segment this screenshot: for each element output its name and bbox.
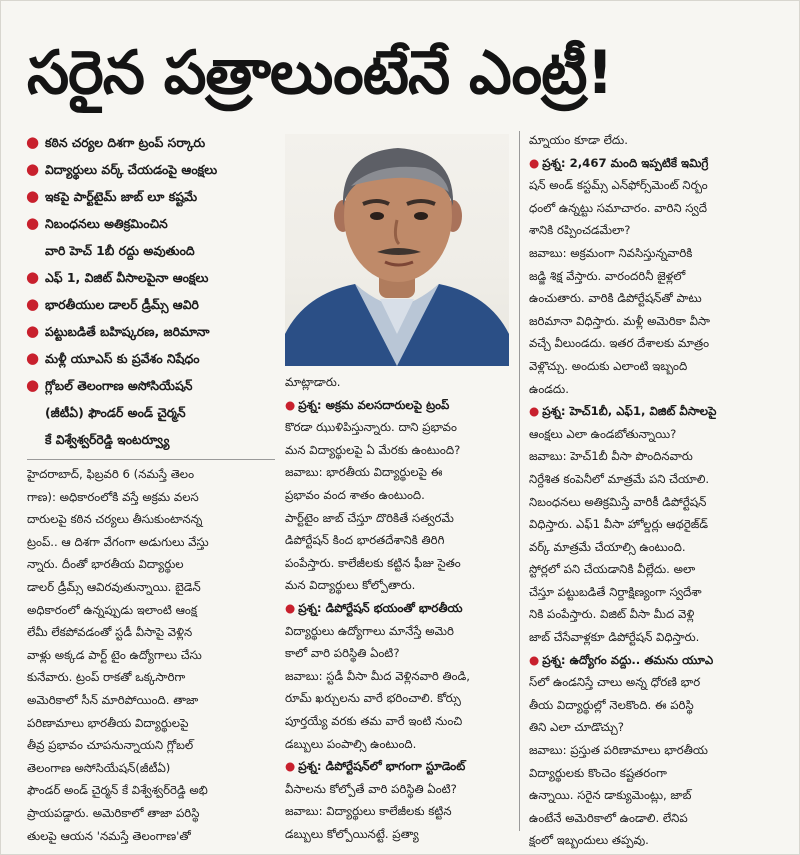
highlight-item: ● పట్టుబడితే బహిష్కరణ, జరిమానా	[23, 318, 275, 345]
bullet-dot-icon: ●	[26, 187, 40, 205]
portrait-illustration	[285, 134, 509, 366]
article-column-2	[285, 371, 511, 845]
bullet-dot-icon: ●	[26, 133, 40, 151]
question-line	[529, 400, 779, 423]
article-line: శానికి రప్పించడమేలా?	[529, 223, 631, 238]
highlight-item: ● భారతీయుల డాలర్ డ్రీమ్స్ ఆవిరి	[23, 291, 275, 318]
bullet-dot-icon: ●	[26, 295, 40, 313]
answer-line: జవాబు: స్టడీ వీసా మీద వెళ్లినవారి తిండి,	[285, 668, 470, 683]
highlight-item-continued: వారి హెచ్ 1బీ రద్దు అవుతుంది	[45, 243, 195, 258]
highlight-item-continued: కే విశ్వేశ్వర్‌రెడ్డి ఇంటర్వ్యూ	[45, 432, 170, 447]
highlight-item: ● విద్యార్థులు వర్క్ చేయడంపై ఆంక్షలు	[23, 156, 275, 183]
headline: సరైన పత్రాలుంటేనే ఎంట్రీ!	[27, 38, 613, 108]
answer-line: జవాబు: భారతీయ విద్యార్థులపై ఈ	[285, 465, 443, 480]
question-text: ప్రశ్న: 2,467 మంది ఇప్పటికే ఇమిగ్రే	[542, 155, 709, 170]
highlights-list	[23, 129, 275, 453]
question-text: ప్రశ్న: డిపోర్టేషన్‌లో భాగంగా స్టూడెంట్	[298, 759, 466, 774]
highlight-item: ● నిబంధనలు అతిక్రమించిన	[23, 210, 275, 237]
question-line	[285, 597, 511, 620]
article-line: కొరడా ఝుళిపిస్తున్నారు. దాని ప్రభావం	[285, 420, 457, 435]
article-line: స్‌లో ఉండనిస్తే చాలు అన్న ధోరణి భార	[529, 675, 701, 690]
article-line: వాళ్లు అక్కడ పార్ట్ టైం ఉద్యోగాలు చేసు	[27, 647, 202, 662]
article-line: మ్నాయం కూడా లేదు.	[529, 133, 628, 147]
article-line: న్నారు. దీంతో భారతీయ విద్యార్థుల	[27, 557, 184, 572]
article-column-1	[27, 463, 277, 847]
question-text: ప్రశ్న: ఉద్యోగం వద్దు.. తమను యూఎ	[542, 652, 714, 667]
answer-line: జవాబు: హెచ్1బీ వీసా పొందినవారు	[529, 449, 693, 464]
bullet-dot-icon: ●	[26, 268, 40, 286]
question-line	[285, 394, 511, 417]
highlight-item: ● కఠిన చర్యల దిశగా ట్రంప్ సర్కారు	[23, 129, 275, 156]
question-bullet-icon: ●	[529, 652, 540, 667]
highlight-item: ● గ్లోబల్ తెలంగాణ అసోసియేషన్	[23, 372, 275, 399]
article-line: ఉంటేనే అమెరికాలో ఉండాలి. లేనిప	[529, 810, 688, 825]
article-line: పంపేస్తారు. కాలేజీలకు కట్టిన ఫీజు సైతం	[285, 555, 461, 570]
question-bullet-icon: ●	[285, 600, 296, 615]
article-line: మాట్లాడారు.	[285, 375, 341, 389]
article-line: ట్రంప్.. ఆ దిశగా వేగంగా అడుగులు వేస్తు	[27, 534, 209, 549]
question-line	[529, 152, 779, 175]
article-line: తీవ్ర ప్రభావం చూపనున్నాయని గ్లోబల్	[27, 738, 194, 753]
article-line: ఫౌండర్ అండ్ చైర్మన్ కే విశ్వేశ్వర్‌రెడ్డి అభి	[27, 783, 208, 798]
article-line: ఉన్నాయి. సరైన డాక్యుమెంట్లు, జాబ్	[529, 788, 692, 803]
bullet-dot-icon: ●	[26, 214, 40, 232]
article-line: షన్ అండ్ కస్టమ్స్ ఎన్‌ఫోర్స్‌మెంట్ నిర్బం	[529, 178, 708, 193]
article-line: వచ్చే వీలుండదు. ఇతర దేశాలకు మాత్రం	[529, 336, 710, 351]
article-line: కాలో వారి పరిస్థితి ఏంటి?	[285, 646, 400, 661]
article-line: నిబంధనలు అతిక్రమిస్తే వారికీ డిపోర్టేషన్	[529, 494, 707, 509]
article-line: పార్ట్‌టైం జాబ్ చేస్తూ దొరికితే సత్వరమే	[285, 510, 454, 525]
article-line: హైదరాబాద్, ఫిబ్రవరి 6 (నమస్తే తెలం	[27, 467, 195, 481]
divider	[27, 459, 275, 460]
article-line: జరిమానా విధిస్తారు. మళ్లీ అమెరికా వీసా	[529, 313, 710, 328]
article-line: డబ్బులు పంపాల్సి ఉంటుంది.	[285, 736, 417, 751]
article-line: లేమీ లేకపోవడంతో స్టడీ వీసాపై వెళ్లిన	[27, 625, 193, 640]
highlight-item: ● మళ్లీ యూఎస్ కు ప్రవేశం నిషేధం	[23, 345, 275, 372]
article-line: గాణ): అధికారంలోకి వస్తే అక్రమ వలస	[27, 489, 199, 504]
article-line: డబ్బులు కోల్పోయినట్టే. ప్రత్యా	[285, 826, 419, 841]
highlight-item-continued: (జీటీఏ) ఫౌండర్ అండ్ చైర్మన్	[45, 405, 186, 420]
answer-line: జవాబు: ప్రస్తుత పరిణామాలు భారతీయ	[529, 743, 708, 758]
article-line: తులపై ఆయన 'నమస్తే తెలంగాణ'తో	[27, 828, 191, 843]
article-line: మన విద్యార్థులు కోల్పోతారు.	[285, 578, 416, 593]
article-line: విద్యార్థులు ఉద్యోగాలు మానేస్తే అమెరి	[285, 623, 454, 638]
article-line: డాలర్ డ్రీమ్స్ ఆవిరవుతున్నాయి. బైడెన్	[27, 579, 201, 594]
question-bullet-icon: ●	[285, 397, 296, 412]
article-line: తెలంగాణ అసోసియేషన్(జీటీఏ)	[27, 760, 171, 775]
question-text: ప్రశ్న: హెచ్1బీ, ఎఫ్1, విజిట్ వీసాలపై	[542, 404, 717, 419]
question-line	[285, 755, 511, 778]
answer-line: జవాబు: విద్యార్థులు కాలేజీలకు కట్టిన	[285, 804, 452, 819]
bullet-dot-icon: ●	[26, 376, 40, 394]
article-line: ఉంచుతారు. వారికి డిపోర్టేషన్‌తో పాటు	[529, 291, 702, 306]
article-line: స్టోర్లలో పని చేయడానికి వీల్లేదు. అలా	[529, 562, 696, 577]
article-line: ఆంక్షలు ఎలా ఉండబోతున్నాయి?	[529, 426, 677, 441]
article-line: కునేవారు. ట్రంప్ రాకతో ఒక్కసారిగా	[27, 670, 186, 685]
article-line: విధిస్తారు. ఎఫ్1 వీసా హోల్డర్లు ఆథరైజ్‌డ్	[529, 517, 708, 532]
article-line: క్షంలో ఇబ్బందులు తప్పవు.	[529, 833, 649, 848]
question-text: ప్రశ్న: అక్రమ వలసదారులపై ట్రంప్	[298, 397, 450, 412]
article-line: నికి పంపేస్తారు. విజిట్ వీసా మీద వెళ్లి	[529, 607, 695, 622]
column-divider	[519, 131, 520, 831]
article-line: జడ్జి శిక్ష వేస్తారు. వారందరినీ జైళ్లలో	[529, 268, 686, 283]
question-line	[529, 649, 779, 672]
highlight-item: ● ఎఫ్ 1, విజిట్ వీసాలపైనా ఆంక్షలు	[23, 264, 275, 291]
article-line: నిర్దేశిత కంపెనీలో మాత్రమే పని చేయాలి.	[529, 471, 710, 486]
article-line: వీసాలను కోల్పోతే వారి పరిస్థితి ఏంటి?	[285, 781, 457, 796]
article-line: అమెరికాలో సీన్ మారిపోయింది. తాజా	[27, 692, 199, 707]
article-line: తీయ విద్యార్థుల్లో నెలకొంది. ఈ పరిస్థి	[529, 697, 694, 712]
interviewee-photo	[285, 134, 509, 366]
question-bullet-icon: ●	[529, 155, 540, 170]
highlight-item: ● ఇకపై పార్ట్‌టైమ్ జాబ్ లూ కష్టమే	[23, 183, 275, 210]
article-line: ప్రాయపడ్డారు. అమెరికాలో తాజా పరిస్థి	[27, 805, 200, 820]
question-text: ప్రశ్న: డిపోర్టేషన్ భయంతో భారతీయ	[298, 600, 463, 615]
question-bullet-icon: ●	[529, 404, 540, 419]
article-line: చేస్తూ పట్టుబడితే నిర్దాక్షిణ్యంగా స్వదేశా	[529, 584, 702, 599]
article-line: డిపోర్టేషన్ కింద భారతదేశానికి తిరిగి	[285, 533, 445, 548]
bullet-dot-icon: ●	[26, 160, 40, 178]
article-line: తిని ఎలా చూడొచ్చు?	[529, 720, 624, 735]
article-line: దారులపై కఠిన చర్యలు తీసుకుంటానన్న	[27, 512, 203, 527]
article-line: వర్క్ మాత్రమే చేయాల్సి ఉంటుంది.	[529, 539, 686, 554]
bullet-dot-icon: ●	[26, 322, 40, 340]
article-line: ప్రభావం వంద శాతం ఉంటుంది.	[285, 487, 425, 502]
article-line: విద్యార్థులకు కొంచెం కష్టతరంగా	[529, 765, 667, 780]
article-line: రూమ్ ఖర్చులను వారే భరించాలి. కోర్సు	[285, 691, 461, 706]
article-line: జాబ్ చేసేవాళ్లకూ డిపోర్టేషన్ విధిస్తారు.	[529, 630, 700, 645]
article-line: ధంలో ఉన్నట్టు సమాచారం. వారిని స్వదే	[529, 200, 707, 215]
article-line: పూర్తయ్యే వరకు తమ వారే ఇంటి నుంచి	[285, 713, 463, 728]
article-column-3	[529, 129, 779, 852]
article-line: వెళ్లొచ్చు. అందుకు ఎలాంటి ఇబ్బంది	[529, 358, 688, 373]
article-line: పరిణామాలు భారతీయ విద్యార్థులపై	[27, 715, 189, 730]
bullet-dot-icon: ●	[26, 349, 40, 367]
article-line: మన విద్యార్థులపై ఏ మేరకు ఉంటుంది?	[285, 442, 461, 457]
question-bullet-icon: ●	[285, 759, 296, 774]
answer-line: జవాబు: అక్రమంగా నివసిస్తున్నవారికి	[529, 245, 693, 260]
article-line: అధికారంలో ఉన్నప్పుడు ఇలాంటి ఆంక్ష	[27, 602, 197, 617]
article-line: ఉండదు.	[529, 381, 569, 396]
